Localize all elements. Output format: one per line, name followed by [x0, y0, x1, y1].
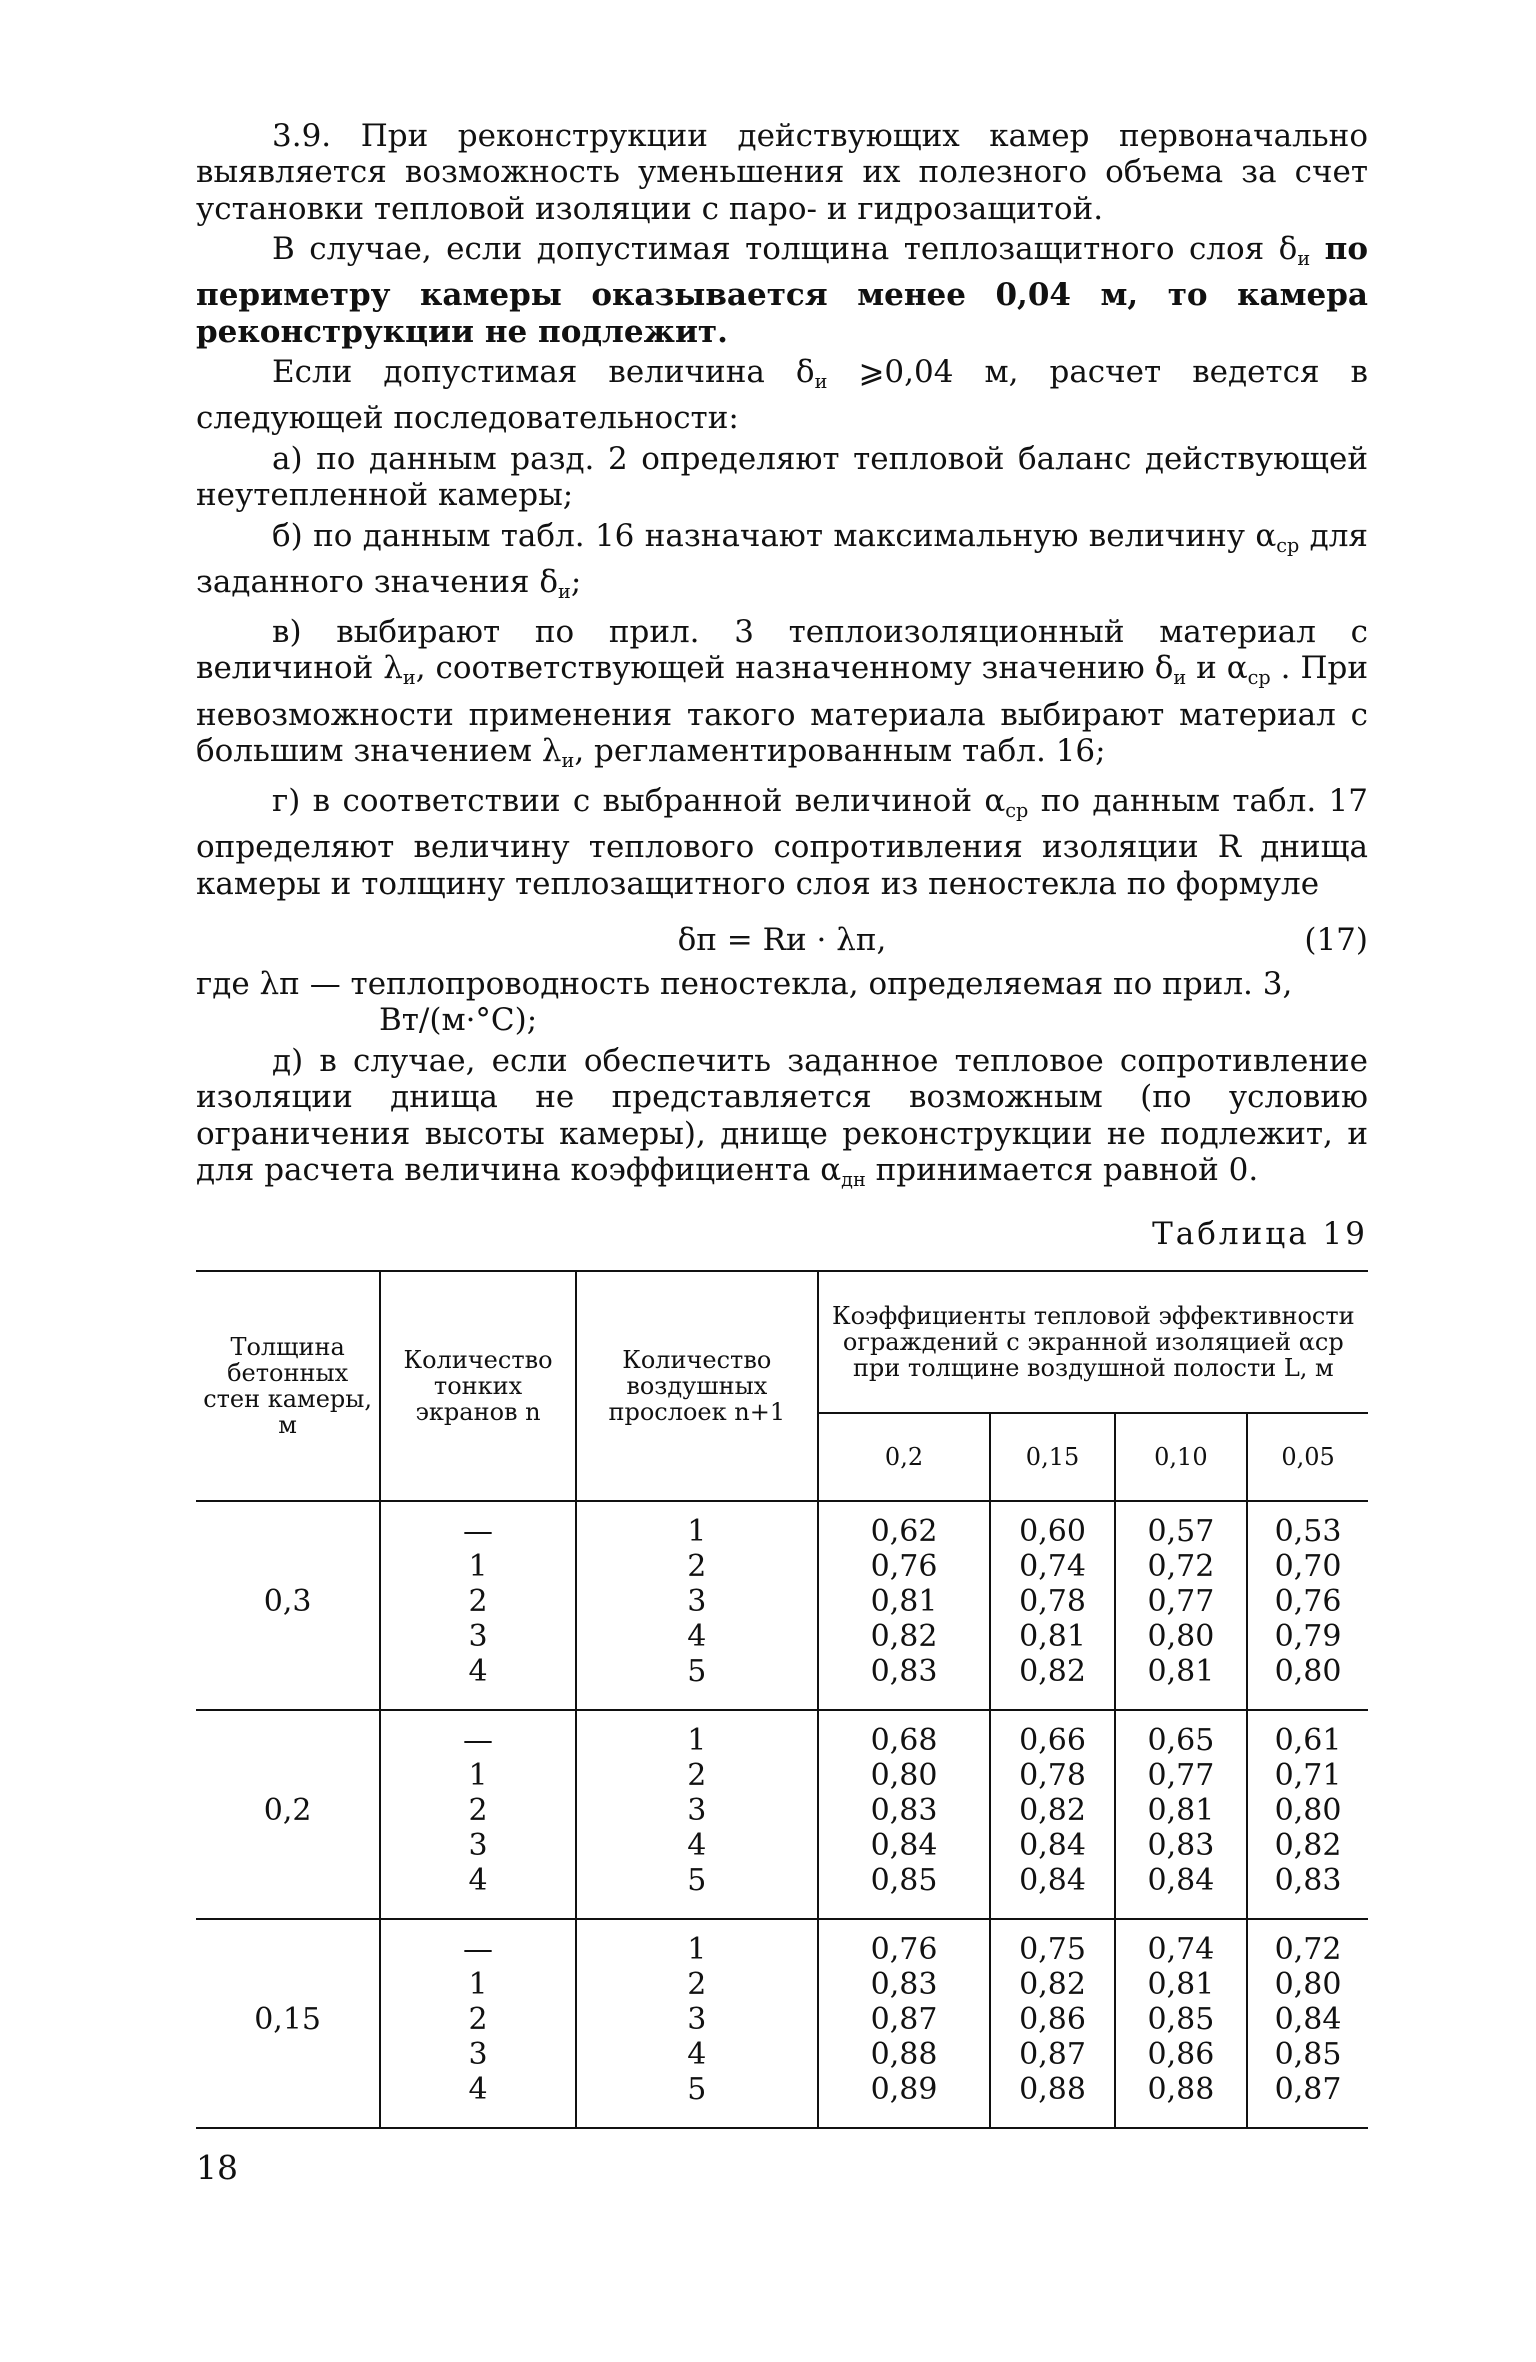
formula-17: [196, 916, 1368, 966]
header-l-0-05: 0,05: [1247, 1413, 1368, 1501]
cell-coef-0-05: 0,61 0,71 0,80 0,82 0,83: [1247, 1710, 1368, 1919]
table-row: [196, 1710, 1368, 1919]
formula-expression: δп = Rи · λп,: [677, 922, 887, 959]
cell-thickness: 0,3: [196, 1501, 380, 1710]
cell-screens: — 1 2 3 4: [380, 1710, 576, 1919]
paragraph-thickness-limit: В случае, если допустимая толщина теплозащитного слоя $\delta_и$ по периметру камеры оказывается менее 0,04 м, то камера реконструкции не подлежит.: [196, 231, 1368, 350]
paragraph-3-9: 3.9. При реконструкции действующих камер первоначально выявляется возможность уменьшения их полезного объема за счет установки тепловой изоляции с паро- и гидрозащитой.: [196, 118, 1368, 227]
table-row: [196, 1919, 1368, 2128]
step-g: г) в соответствии с выбранной величиной $\alpha_{ср}$ по данным табл. 17 определяют величину теплового сопротивления изоляции R днища камеры и толщину теплозащитного слоя из пеностекла по формуле: [196, 783, 1369, 902]
cell-coef-0-10: 0,65 0,77 0,81 0,83 0,84: [1115, 1710, 1247, 1919]
cell-thickness: 0,15: [254, 2002, 321, 2038]
header-l-0-10: 0,10: [1115, 1413, 1247, 1501]
cell-coef-0-05: 0,72 0,80 0,84 0,85 0,87: [1247, 1919, 1368, 2128]
header-screens: Количество тонких экранов n: [380, 1271, 576, 1501]
step-d: д) в случае, если обеспечить заданное тепловое сопротивление изоляции днища не представляется возможным (по условию ограничения высоты камеры), днище реконструкции не подлежит, и для расчета величина коэффициента $\alpha_{дн}$ принимается равной 0.: [196, 1042, 1368, 1191]
table-19: [196, 1270, 1368, 2129]
cell-layers: 1 2 3 4 5: [576, 1501, 818, 1710]
cell-coef-0-15: 0,60 0,74 0,78 0,81 0,82: [990, 1501, 1114, 1710]
cell-coef-0-2: 0,68 0,80 0,83 0,84 0,85: [818, 1710, 991, 1919]
step-v: в) выбирают по прил. 3 теплоизоляционный материал с величиной $\lambda_и$, соответствующей назначенному значению $\delta_и$ и $\alpha_{ср}$ . При невозможности применения такого материала выбирают материал с большим значением $\lambda_и$, регламентированным табл. 16;: [196, 613, 1368, 772]
cell-screens: — 1 2 3 4: [380, 1919, 576, 2128]
cell-coef-0-15: 0,66 0,78 0,82 0,84 0,84: [990, 1710, 1114, 1919]
cell-screens: — 1 2 3 4: [380, 1501, 576, 1710]
document-page: [196, 118, 1368, 2129]
cell-thickness: 0,2: [196, 1710, 380, 1919]
formula-explanation: где λп — теплопроводность пеностекла, определяемая по прил. 3, Вт/(м·°С);: [196, 966, 1293, 1039]
table-caption: Таблица 19: [1152, 1216, 1368, 1253]
cell-layers: 1 2 3 4 5: [576, 1919, 818, 2128]
header-l-0-2: 0,2: [818, 1413, 991, 1501]
cell-coef-0-2: 0,62 0,76 0,81 0,82 0,83: [818, 1501, 991, 1710]
cell-coef-0-2: 0,76 0,83 0,87 0,88 0,89: [818, 1919, 991, 2128]
cell-coef-0-10: 0,74 0,81 0,85 0,86 0,88: [1115, 1919, 1247, 2128]
cell-coef-0-15: 0,75 0,82 0,86 0,87 0,88: [990, 1919, 1114, 2128]
cell-coef-0-05: 0,53 0,70 0,76 0,79 0,80: [1247, 1501, 1368, 1710]
formula-number: (17): [1304, 922, 1368, 959]
page-number: 18: [196, 2148, 238, 2187]
header-coefficients: Коэффициенты тепловой эффективности ограждений с экранной изоляцией αср при толщине воздушной полости L, м: [818, 1271, 1368, 1413]
table-row: [196, 1501, 1368, 1710]
step-a: а) по данным разд. 2 определяют тепловой баланс действующей неутепленной камеры;: [196, 440, 1368, 514]
table-body: [196, 1501, 1368, 2128]
header-thickness: Толщина бетонных стен камеры, м: [196, 1271, 380, 1501]
step-b: б) по данным табл. 16 назначают максимальную величину $\alpha_{ср}$ для заданного значения $\delta_и$;: [196, 517, 1368, 603]
header-layers: Количество воздушных прослоек n+1: [576, 1271, 818, 1501]
paragraph-calc-sequence: Если допустимая величина $\delta_и$ ⩾0,04 м, расчет ведется в следующей последовательности:: [196, 354, 1368, 437]
header-l-0-15: 0,15: [990, 1413, 1114, 1501]
cell-coef-0-10: 0,57 0,72 0,77 0,80 0,81: [1115, 1501, 1247, 1710]
cell-layers: 1 2 3 4 5: [576, 1710, 818, 1919]
